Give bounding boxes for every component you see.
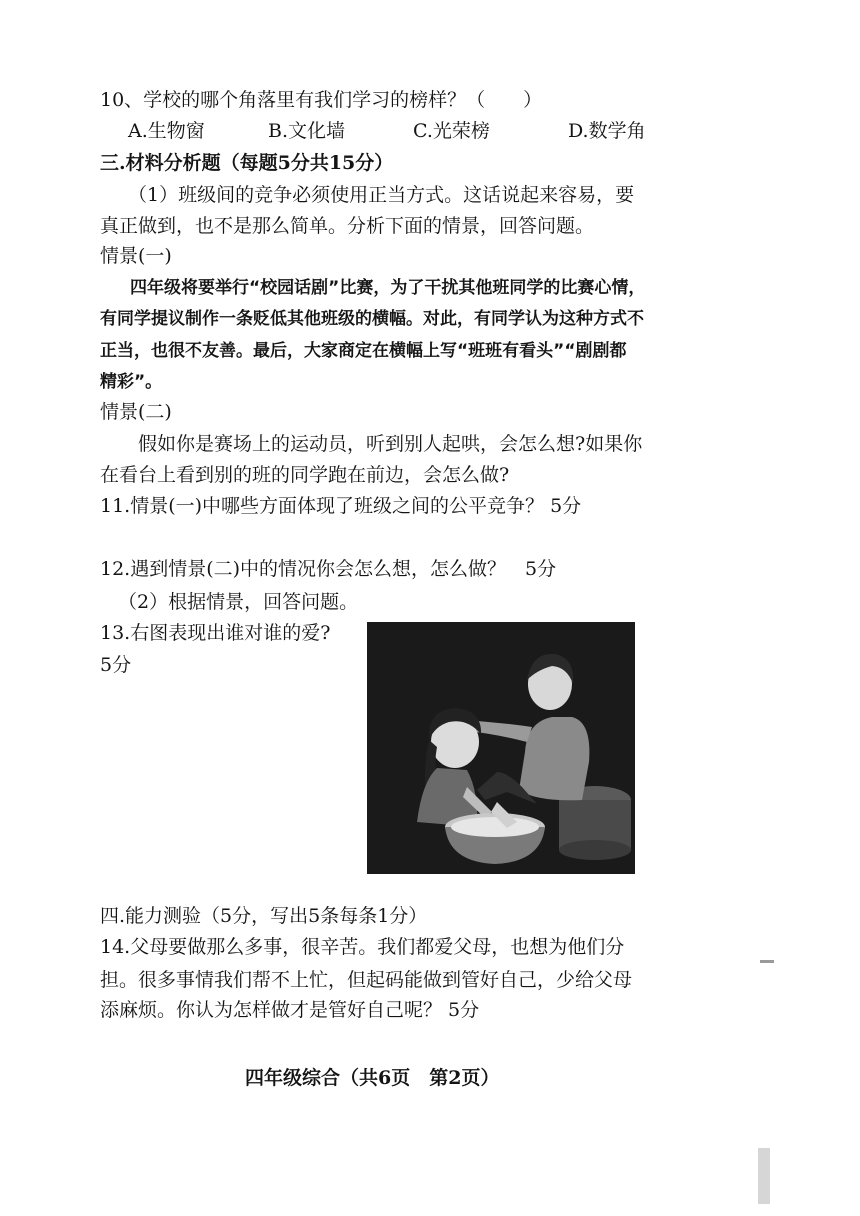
scene2-label: 情景(二) bbox=[100, 401, 172, 423]
mother-daughter-illustration bbox=[367, 622, 635, 874]
scene1-line: 精彩”。 bbox=[100, 372, 163, 392]
q14-line1: 14.父母要做那么多事，很辛苦。我们都爱父母，也想为他们分 bbox=[100, 936, 625, 958]
q13-points: 5分 bbox=[100, 654, 132, 676]
scene1-line: 正当，也很不友善。最后，大家商定在横幅上写“班班有看头”“剧剧都 bbox=[100, 341, 627, 361]
scene1-label: 情景(一) bbox=[100, 245, 172, 267]
q10-question: 10、学校的哪个角落里有我们学习的榜样？（ ） bbox=[100, 89, 543, 111]
q12-question: 12.遇到情景(二)中的情况你会怎么想，怎么做？ 5分 bbox=[100, 558, 557, 580]
scene1-line: 四年级将要举行“校园话剧”比赛，为了干扰其他班同学的比赛心情， bbox=[130, 278, 646, 298]
scan-artifact bbox=[758, 1148, 770, 1204]
scene2-line2: 在看台上看到别的班的同学跑在前边，会怎么做? bbox=[100, 464, 510, 486]
section3-heading: 三.材料分析题（每题5分共15分） bbox=[100, 152, 394, 174]
q11-question: 11.情景(一)中哪些方面体现了班级之间的公平竞争？ 5分 bbox=[100, 495, 582, 517]
part2-heading: （2）根据情景，回答问题。 bbox=[118, 591, 359, 613]
page-footer: 四年级综合（共6页 第2页） bbox=[245, 1067, 500, 1089]
q10-option-d: D.数学角 bbox=[568, 120, 646, 142]
scan-artifact bbox=[760, 960, 774, 963]
q13-question: 13.右图表现出谁对谁的爱? bbox=[100, 622, 331, 644]
scene2-line1: 假如你是赛场上的运动员，听到别人起哄，会怎么想?如果你 bbox=[138, 433, 643, 455]
q10-option-c: C.光荣榜 bbox=[413, 120, 490, 142]
q14-line2: 担。很多事情我们帮不上忙，但起码能做到管好自己，少给父母 bbox=[100, 969, 633, 991]
section4-heading: 四.能力测验（5分，写出5条每条1分） bbox=[100, 905, 428, 927]
q10-option-a: A.生物窗 bbox=[128, 120, 205, 142]
scene1-line: 有同学提议制作一条贬低其他班级的横幅。对此，有同学认为这种方式不 bbox=[100, 309, 644, 329]
q14-line3: 添麻烦。你认为怎样做才是管好自己呢？ 5分 bbox=[100, 999, 480, 1021]
q10-option-b: B.文化墙 bbox=[268, 120, 346, 142]
section3-intro-line1: （1）班级间的竞争必须使用正当方式。这话说起来容易，要 bbox=[128, 184, 635, 206]
section3-intro-line2: 真正做到，也不是那么简单。分析下面的情景，回答问题。 bbox=[100, 215, 595, 237]
